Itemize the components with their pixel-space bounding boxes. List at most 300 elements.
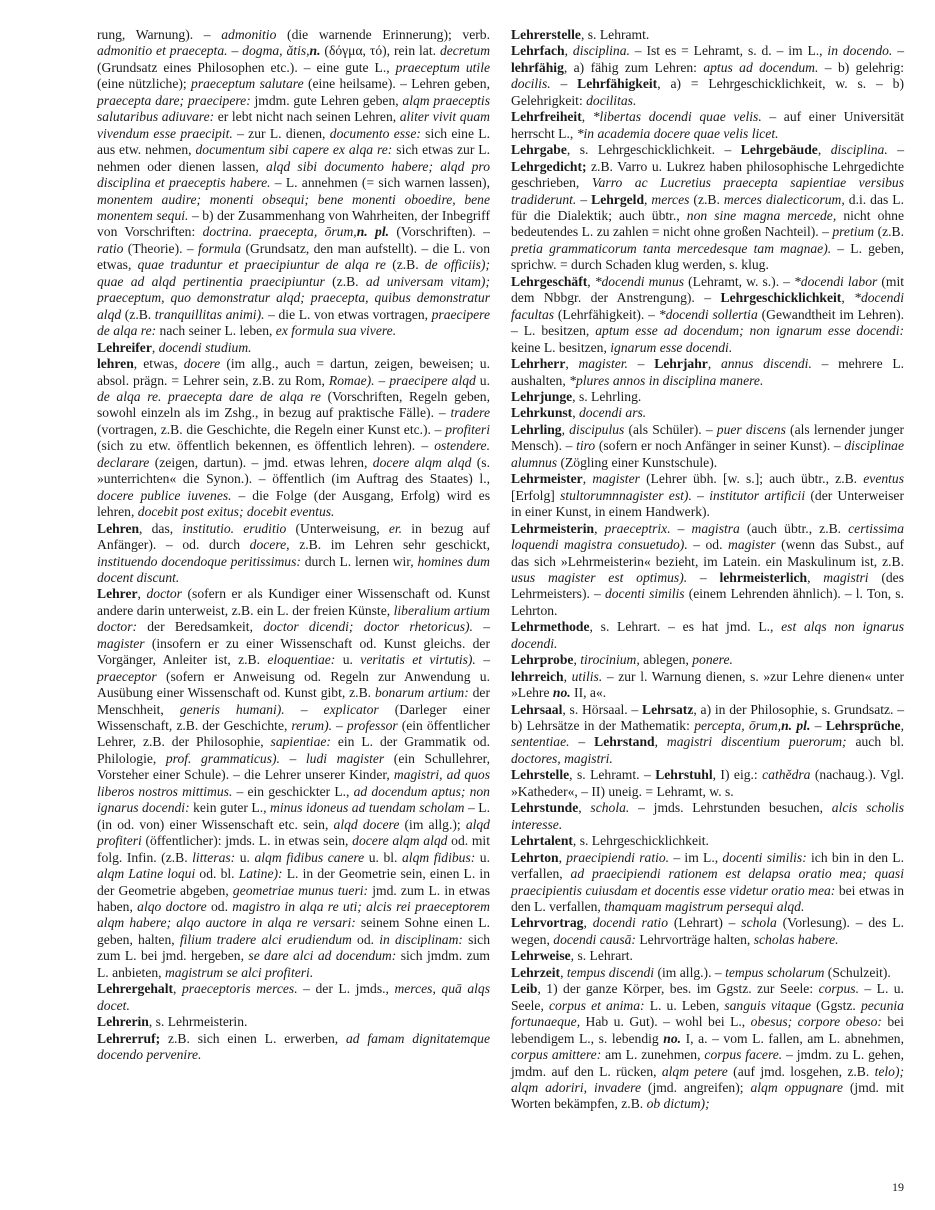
entry-headword: Lehrweise <box>511 948 571 964</box>
entry-text: , <box>654 734 667 750</box>
entry-text: puer discens <box>716 421 786 437</box>
entry-text: , <box>594 520 605 536</box>
entry-text: – mehrere L. aushalten, <box>511 356 905 388</box>
entry-text: tempus discendi <box>566 964 655 980</box>
entry-text: tiro <box>576 438 596 454</box>
entry-text: , a) fähig zum Lehren: <box>563 59 704 75</box>
entry-text: – ein geschickter L., <box>232 783 354 799</box>
entry-text: d.i. das L. für die Dialektik; auch übtr., <box>511 191 904 223</box>
entry-text: discipulus <box>569 421 625 437</box>
entry-text: (Vorlesung). – des L. wegen, <box>511 915 905 947</box>
entry-text: ad docendum aptus; non ignarus docendi: <box>97 783 490 816</box>
entry-text: praecipiendi ratio. <box>566 849 670 865</box>
entry-text: in disciplinam: <box>379 931 463 947</box>
entry-text: , s. Lehrgeschicklichkeit. <box>572 833 709 849</box>
entry-text: n. pl. <box>781 718 811 734</box>
entry-text: documento esse: <box>329 125 421 141</box>
entry-text: , I) eig.: <box>712 767 763 783</box>
entry-text: sententiae. <box>511 734 570 750</box>
entry-text: – b) gelehrig: <box>818 59 904 75</box>
entry-text: bei lebendigem L., s. lebendig <box>511 1014 904 1046</box>
entry-text: (Vorschriften, Regeln geben, sowohl einzeln als im Zshg., in bezug auf praktische Fälle). – <box>97 388 490 421</box>
entry-text: magistro in alqa re uti; alcis rei praeceptorem alqm habere; alqo auctore in alqa re versari: <box>97 899 490 931</box>
entry-text: merces <box>651 191 690 207</box>
entry-text: docendi ars. <box>579 405 647 421</box>
entry-text: docere <box>183 356 221 372</box>
entry-text: od. <box>351 931 380 947</box>
entry-text: professor <box>346 718 398 734</box>
entry-headword: Lehrherr <box>511 356 566 372</box>
entry-text: , <box>558 849 567 865</box>
entry-text: eloquentiae: <box>267 652 336 668</box>
entry-text: doctores, magistri. <box>511 750 613 766</box>
entry-text: formula <box>198 240 242 256</box>
entry-text: od. <box>206 899 233 915</box>
entry-text: institutio. eruditio <box>182 520 287 536</box>
entry-headword: Lehrfach <box>511 43 565 59</box>
entry-headword: Lehren <box>97 520 140 536</box>
dictionary-entry <box>97 1031 490 1064</box>
entry-text: jmdm. gute Lehren geben, <box>250 92 403 108</box>
entry-text: (δόγμα, τό), rein lat. <box>320 43 440 59</box>
entry-headword: Lehreifer <box>97 339 152 355</box>
entry-text: sapientiae: <box>270 734 331 750</box>
entry-text: (Ggstz. <box>811 997 861 1013</box>
entry-text: monentem audire; monenti obsequi; bene monenti oboedire, bene monentem sequi. <box>97 191 490 223</box>
entry-headword: Lehrstuhl <box>655 767 713 783</box>
entry-text: praecipere alqd <box>389 372 476 388</box>
entry-text: , s. Lehrgeschicklichkeit. – <box>566 142 741 158</box>
entry-text: doctor <box>146 586 182 602</box>
entry-text: ostendere. declarare <box>97 438 490 470</box>
entry-text: alqm fidibus: <box>402 849 476 865</box>
entry-text: rung, Warnung). – <box>97 27 222 42</box>
entry-text: homines dum docent discunt. <box>97 553 490 585</box>
left-column <box>97 27 490 1064</box>
entry-text: , s. Lehramt. <box>580 27 650 42</box>
entry-text: praecipere de alqa re: <box>97 306 490 339</box>
entry-text: disciplinae alumnus <box>511 438 904 470</box>
entry-text: (Zögling einer Kunstschule). <box>557 454 718 470</box>
entry-headword: Lehrergehalt <box>97 981 174 997</box>
entry-text: praeceptum salutare <box>191 76 304 92</box>
entry-text: merces dialecticorum, <box>723 191 845 207</box>
entry-text: – <box>687 569 720 585</box>
entry-text: profiteri <box>445 421 490 437</box>
dictionary-entry <box>511 43 904 109</box>
dictionary-entry <box>511 521 904 620</box>
entry-text: no. <box>663 1030 682 1046</box>
entry-text: magister <box>728 537 776 553</box>
entry-text: L. u. Leben, <box>644 997 725 1013</box>
entry-text: (jmd. mit Worten bekämpfen, z.B. <box>511 1080 905 1112</box>
entry-text: alqo doctore <box>137 899 207 915</box>
entry-text: scholas habere. <box>753 931 839 947</box>
entry-text: (Lehrer übh. [w. s.]; auch übtr., z.B. <box>639 471 864 487</box>
entry-text: , s. Lehrart. <box>570 948 633 964</box>
entry-text: (vortragen, z.B. die Geschichte, die Regeln einer Kunst etc.). – <box>97 421 446 437</box>
entry-text: – jmds. Lehrstunden besuchen, <box>629 800 832 816</box>
entry-headword: Lehrsprüche <box>825 718 901 734</box>
entry-text: , <box>137 586 147 602</box>
dictionary-entry <box>97 356 490 521</box>
entry-text: – die L. von etwas vortragen, <box>264 306 432 322</box>
entry-text: , <box>644 191 652 207</box>
entry-text: kein guter L., <box>189 800 271 816</box>
entry-headword: Lehrjunge <box>511 388 573 404</box>
entry-text: annus discendi. <box>720 356 812 372</box>
entry-headword: Lehrerstelle <box>511 27 581 42</box>
entry-text: – <box>627 356 655 372</box>
entry-text: *plures annos in disciplina manere. <box>569 372 764 388</box>
dictionary-entry <box>511 965 904 981</box>
entry-text: (im allg., auch = dartun, zeigen, beweisen; u. absol. prägn. = Lehrer sein, z.B. zu Rom, <box>97 356 491 388</box>
entry-text: – b) der Zusammenhang von Wahrheiten, der Inbegriff von Vorschriften: <box>97 207 490 240</box>
entry-text: ad famam dignitatemque docendo pervenire. <box>97 1030 490 1063</box>
entry-headword: Lehrling <box>511 421 562 437</box>
entry-text: er lebt nicht nach seinen Lehren, <box>214 109 400 125</box>
entry-text: sich etwas zur L. nehmen oder dienen lassen, <box>97 142 490 174</box>
dictionary-entry <box>511 471 904 520</box>
entry-text: docenti similis: <box>722 849 807 865</box>
entry-text: (sofern er als Kundiger einer Wissenschaft od. Kunst andere darin unterweist, z.B. ein L. der freien Künste, <box>97 586 491 618</box>
entry-text: bonarum artium: <box>374 685 469 701</box>
dictionary-entry <box>511 109 904 142</box>
entry-text: , <box>582 471 593 487</box>
entry-text: u. <box>235 849 255 865</box>
entry-headword: Lehrfähigkeit <box>577 76 658 92</box>
entry-text: *libertas docendi quae velis. <box>592 109 762 125</box>
entry-headword: Lehrmethode <box>511 619 590 635</box>
dictionary-entry <box>511 422 904 471</box>
entry-text: nach seiner L. leben, <box>156 323 276 339</box>
entry-text: (einem Lehrenden ähnlich). – l. Ton, s. Lehrton. <box>511 586 904 618</box>
entry-text: Varro ac Lucretius praecepta sapientiae versibus tradiderunt. <box>511 175 904 207</box>
entry-text: , <box>587 273 595 289</box>
entry-text: pecunia fortunaeque, <box>511 997 904 1030</box>
entry-headword: Lehrgeschicklichkeit <box>720 290 842 306</box>
entry-text: ein L. der Grammatik od. Philologie, <box>97 734 490 766</box>
entry-text: , <box>578 800 591 816</box>
entry-headword: Lehrsaal <box>511 701 563 717</box>
entry-text: aliter vivit quam vivendum esse praecipit. <box>97 109 490 141</box>
entry-text: (auf jmd. losgehen, z.B. <box>727 1063 875 1079</box>
entry-text: no. <box>552 685 571 701</box>
entry-text: docendi studium. <box>158 339 252 355</box>
entry-headword: Lehrvortrag <box>511 915 584 931</box>
dictionary-entry <box>511 850 904 916</box>
right-column <box>511 27 904 1113</box>
entry-text: – zur L. dienen, <box>232 125 330 141</box>
entry-text: aptus ad docendum. <box>703 59 819 75</box>
entry-text: (als lernender junger Mensch). – <box>511 421 905 454</box>
entry-headword: lehrfähig <box>511 59 564 75</box>
entry-text: , <box>807 569 824 585</box>
entry-text: magistri discentium puerorum; <box>666 734 847 750</box>
entry-headword: lehrmeisterlich <box>719 569 808 585</box>
entry-text: , <box>151 339 159 355</box>
entry-text: est alqs non ignarus docendi. <box>511 619 904 651</box>
dictionary-entry <box>511 915 904 948</box>
entry-text: magister. <box>578 356 628 372</box>
entry-text: corpus. <box>818 981 859 997</box>
entry-text: (jmd. angreifen); <box>641 1080 751 1095</box>
entry-text: sich zum L. bei jmd. hergeben, <box>97 931 491 964</box>
entry-text: se dare alci ad docendum: <box>248 948 397 964</box>
entry-text: – <box>576 191 592 207</box>
entry-text: (Darleger einer Wissenschaft, z.B. der Geschichte, <box>97 701 490 734</box>
entry-text: magistrum se alci profiteri. <box>164 964 314 980</box>
entry-text: ponere. <box>692 652 733 668</box>
entry-text: *in academia docere quae velis licet. <box>576 125 779 141</box>
entry-headword: Lehrgeld <box>591 191 645 207</box>
entry-text: (die warnende Erinnerung); verb. <box>276 27 490 42</box>
entry-text: ich bin in den L. verfallen, <box>511 849 904 882</box>
entry-text: – <box>332 718 347 734</box>
entry-text: (z.B. <box>689 191 724 207</box>
entry-text: , 1) der ganze Körper, bes. im Ggstz. zur Seele: <box>537 981 819 997</box>
entry-text: Latine): <box>238 866 283 882</box>
entry-text: corpus facere. <box>704 1047 783 1063</box>
entry-text: docere alqm alqd <box>372 454 472 470</box>
dictionary-entry <box>97 1014 490 1030</box>
dictionary-entry <box>511 981 904 1113</box>
entry-headword: Lehrstelle <box>511 767 570 783</box>
entry-headword: Lehrjahr <box>654 356 708 372</box>
entry-text: tranquillitas animi). <box>154 306 265 322</box>
entry-text: docilitas. <box>586 92 637 108</box>
entry-text: der Menschheit, <box>97 685 490 717</box>
entry-text: alqm petere <box>661 1063 728 1079</box>
entry-text: disciplina. <box>572 43 630 59</box>
entry-text: docere publice iuvenes. <box>97 487 232 503</box>
entry-text: – L. geben, sprichw. = durch Schaden klug werden, s. klug. <box>511 240 904 273</box>
entry-text: *docendi munus <box>594 273 685 289</box>
entry-text: – die Folge (der Ausgang, Erfolg) wird es lehren, <box>97 487 490 520</box>
entry-headword: Lehrmeister <box>511 471 583 487</box>
entry-text: admonitio et praecepta. <box>97 43 228 59</box>
entry-text: alqd profiteri <box>97 816 490 849</box>
entry-text: certissima loquendi magistra consuetudo). <box>511 520 905 553</box>
entry-headword: Lehrzeit <box>511 964 561 980</box>
entry-text: ob dictum); <box>646 1096 710 1112</box>
entry-text: – <box>887 142 904 158</box>
entry-text: am L. zunehmen, <box>601 1047 705 1063</box>
entry-text: – L. annehmen (= sich warnen lassen), <box>270 175 490 191</box>
entry-text: generis humani). <box>179 701 285 717</box>
entry-text: – der L. jmds., <box>297 981 395 997</box>
entry-text: – im L., <box>669 849 723 865</box>
entry-text: z.B. Varro u. Lukrez haben philosophische Lehrgedichte geschrieben, <box>511 158 904 191</box>
entry-text: – <box>374 372 390 388</box>
entry-text: – L. (in od. von) einer Wissenschaft etc. sein, <box>97 800 490 832</box>
entry-text: liberalium artium doctor: <box>97 602 490 635</box>
entry-headword: lehren <box>97 356 134 372</box>
entry-text: – od. <box>687 537 728 553</box>
entry-text: – <box>284 701 324 717</box>
page-number: 19 <box>892 1180 904 1194</box>
entry-text: aptum esse ad docendum; non ignarum esse docendi: <box>595 323 904 339</box>
entry-text: keine L. besitzen, <box>511 339 611 355</box>
entry-text: jmd. zum L. in etwas haben, <box>97 882 491 915</box>
entry-text: , <box>817 142 831 158</box>
entry-text: docilis. <box>511 76 551 92</box>
entry-text: ignarum esse docendi. <box>610 339 733 355</box>
entry-text: – <box>810 718 826 734</box>
entry-text: docendi ratio <box>592 915 668 931</box>
entry-text: u. <box>475 372 491 388</box>
entry-text: L. in der Geometrie sein, einen L. in der Geometrie abgeben, <box>97 866 490 898</box>
entry-text: magistra <box>691 520 740 536</box>
entry-text: sanguis vitaque <box>724 997 812 1013</box>
entry-text: praecepta dare; praecipere: <box>97 92 251 108</box>
entry-text: de alqa re. praecepta dare de alqa re <box>97 388 321 404</box>
entry-text: Romae). <box>328 372 375 388</box>
entry-text: , s. Lehrling. <box>572 388 642 404</box>
entry-text: Hab u. Gut). – wohl bei L., <box>580 1014 751 1030</box>
entry-text: , das, <box>139 520 183 536</box>
entry-text: magistri, ad quos liberos nostros mittimus. <box>97 767 491 799</box>
entry-text: alqd sibi documento habere; alqd pro disciplina et praeceptis habere. <box>97 158 490 191</box>
entry-text: de officiis); quae ad alqd pertinentia praecipiuntur <box>97 257 490 289</box>
entry-text: docendi causā: <box>553 931 636 947</box>
entry-text: ablegen, <box>639 652 693 668</box>
entry-headword: Lehrmeisterin <box>511 520 595 536</box>
entry-text: (der Unterweiser in einer Kunst, in einem Handwerk). <box>511 487 904 520</box>
entry-text: sich eine L. aus etw. nehmen, <box>97 125 491 158</box>
entry-text: , <box>583 915 593 931</box>
entry-headword: Lehrkunst <box>511 405 573 421</box>
entry-text: utilis. <box>571 668 603 684</box>
entry-text: litteras: <box>192 849 236 865</box>
dictionary-entry <box>97 27 490 340</box>
entry-text: *docendi sollertia <box>658 306 758 322</box>
entry-text: u. <box>335 652 361 668</box>
entry-text: (Vorschriften). – <box>389 224 490 240</box>
entry-text: sich jmdm. zum L. anbieten, <box>97 948 490 980</box>
entry-text: (z.B. <box>874 224 905 240</box>
entry-text: (nachaug.). Vgl. »Katheder«, – II) uneig. = Lehramt, w. s. <box>511 767 905 799</box>
entry-text: [Erfolg] <box>511 487 561 503</box>
entry-text: – <box>892 43 904 59</box>
dictionary-entry <box>511 142 904 274</box>
entry-headword: Lehrstand <box>594 734 655 750</box>
entry-text: (mit dem Nbbgr. der Anstrengung). – <box>511 273 905 306</box>
entry-text: alcis scholis interesse. <box>511 800 904 832</box>
entry-text: , <box>572 405 579 421</box>
entry-text: decretum <box>439 43 491 59</box>
entry-text: corpus et anima: <box>548 997 645 1013</box>
entry-text: tirocinium, <box>580 652 640 668</box>
entry-text: er. <box>388 520 403 536</box>
entry-text: , <box>560 964 567 980</box>
entry-text: (s. »unterrichten« die Synon.). – öffentlich (im Auftrag des Staates) l., <box>97 454 490 487</box>
entry-text: (eine nützliche); <box>97 76 192 92</box>
entry-text: instituendo docendoque peritissimus: <box>97 553 301 569</box>
entry-text: z.B. im Lehren sehr geschickt, <box>289 537 490 553</box>
dictionary-entry <box>511 702 904 768</box>
entry-text: telo); alqm adoriri, invadere <box>511 1063 905 1095</box>
dictionary-entry <box>511 767 904 800</box>
entry-text: docere, <box>249 537 290 553</box>
entry-headword: Lehrstunde <box>511 800 579 816</box>
entry-headword: Lehrprobe <box>511 652 574 668</box>
entry-text: , s. Lehrmeisterin. <box>148 1014 248 1030</box>
entry-text: n. pl. <box>356 224 390 240</box>
entry-text: doctor dicendi; doctor rhetoricus). <box>263 619 473 635</box>
entry-text: od. mit folg. Infin. (z.B. <box>97 833 490 865</box>
entry-text: (z.B. <box>121 306 155 322</box>
entry-headword: Lehrer <box>97 586 138 602</box>
entry-text: alqd docere <box>333 816 400 832</box>
entry-headword: Lehrfreiheit <box>511 109 582 125</box>
entry-text: , a) = Lehrgeschicklichkeit, w. s. – b) Gelehrigkeit: <box>511 76 904 108</box>
entry-text: – auf einer Universität herrscht L., <box>511 109 904 141</box>
entry-text: (ein Schullehrer, Vorsteher einer Schule). – die Lehrer unserer Kinder, <box>97 750 491 783</box>
entry-text: non sine magna mercede, <box>686 207 837 223</box>
entry-text: , s. Lehramt. – <box>569 767 656 783</box>
dictionary-entry <box>97 981 490 1014</box>
entry-text: , <box>573 652 581 668</box>
entry-text: (Lehramt, w. s.). – <box>684 273 794 289</box>
entry-text: – <box>472 619 490 635</box>
entry-text: dogma, ătis, <box>242 43 310 59</box>
entry-text: – <box>670 520 692 536</box>
entry-text: obesus; corpore obeso: <box>750 1014 882 1030</box>
dictionary-entry <box>511 619 904 652</box>
entry-text: auch bl. <box>846 734 905 750</box>
entry-text: , <box>561 421 570 437</box>
entry-text: – <box>550 76 578 92</box>
entry-text: , <box>581 109 593 125</box>
entry-headword: Lehrerin <box>97 1014 149 1030</box>
entry-text: (eine heilsame). – Lehren geben, <box>303 76 491 92</box>
entry-text: , etwas, <box>133 356 184 372</box>
entry-text: percepta, ōrum, <box>694 718 782 734</box>
entry-text: (z.B. <box>385 257 425 273</box>
entry-text: corpus amittere: <box>511 1047 602 1063</box>
entry-text: I, a. – vom L. fallen, am L. abnehmen, <box>681 1030 905 1046</box>
entry-text: filium tradere alci erudiendum <box>179 931 352 947</box>
entry-text: Lehrvorträge halten, <box>635 931 754 947</box>
entry-text: tempus scholarum <box>725 964 825 980</box>
dictionary-entry <box>511 669 904 702</box>
entry-text: admonitio <box>221 27 277 42</box>
dictionary-entry <box>511 405 904 421</box>
entry-text: – L. u. Seele, <box>511 981 904 1013</box>
entry-text: schola. <box>590 800 630 816</box>
entry-text: (wenn das Subst., auf das sich »Lehrmeisterin« bezieht, im Latein. ein Maskulinum ist, z.B. <box>511 537 904 569</box>
entry-text: z.B. sich einen L. erwerben, <box>160 1030 346 1046</box>
entry-text: od. bl. <box>195 866 239 882</box>
dictionary-entry <box>97 586 490 981</box>
entry-text: quae traduntur et praecipiuntur de alqa re <box>137 257 386 273</box>
entry-text: (Schulzeit). <box>824 964 891 980</box>
dictionary-entry <box>511 833 904 849</box>
entry-text: magistri <box>823 569 869 585</box>
entry-text: geometriae munus tueri: <box>232 882 369 898</box>
entry-headword: Lehrgedicht; <box>511 158 587 174</box>
dictionary-entry <box>97 521 490 587</box>
entry-text: ad universam vitam); praeceptum, quo demonstratur alqd; praecepta, quibus demonstratur alqd <box>97 273 490 322</box>
entry-text: , <box>563 668 572 684</box>
entry-text: alqm oppugnare <box>750 1080 843 1095</box>
entry-text: explicator <box>323 701 379 717</box>
dictionary-entry <box>511 652 904 668</box>
entry-text: nicht ohne bedeutendes L. zu zahlen = nicht ohne großen Nachteil). – <box>511 207 905 240</box>
entry-text: (Theorie). – <box>123 240 199 256</box>
entry-text: (auch übtr., z.B. <box>739 520 849 536</box>
